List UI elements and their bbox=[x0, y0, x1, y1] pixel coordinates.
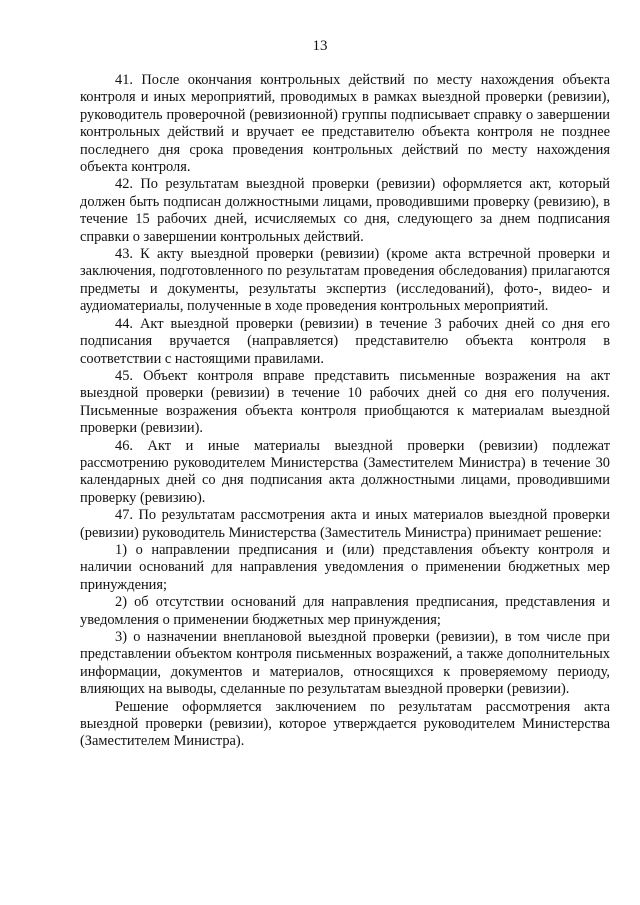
page-number: 13 bbox=[312, 38, 328, 54]
paragraph-decision-conclusion: Решение оформляется заключением по результатам рассмотрения акта выездной проверки (ревизии), которое утверждается руководителем Министерства (Заместителем Министра). bbox=[80, 698, 610, 750]
paragraph-46: 46. Акт и иные материалы выездной проверки (ревизии) подлежат рассмотрению руководителем Министерства (Заместителем Министра) в течение 30 календарных дней со дня подписания акта должностными лицами, проводившими проверку (ревизию). bbox=[80, 437, 610, 506]
paragraph-41: 41. После окончания контрольных действий по месту нахождения объекта контроля и иных мероприятий, проводимых в рамках выездной проверки (ревизии), руководитель проверочной (ревизионной) группы подписывает справку о завершении контрольных действий и вручает ее представителю объекта контроля не позднее последнего дня срока проведения контрольных действий по месту нахождения объекта контроля. bbox=[80, 72, 610, 176]
paragraph-42: 42. По результатам выездной проверки (ревизии) оформляется акт, который должен быть подписан должностными лицами, проводившими проверку (ревизию), в течение 15 рабочих дней, исчисляемых со дня, следующего за днем подписания справки о завершении контрольных действий. bbox=[80, 176, 610, 245]
document-body bbox=[80, 72, 610, 751]
paragraph-45: 45. Объект контроля вправе представить письменные возражения на акт выездной проверки (ревизии) в течение 10 рабочих дней со дня его получения. Письменные возражения объекта контроля приобщаются к материалам выездной проверки (ревизии). bbox=[80, 367, 610, 437]
paragraph-44: 44. Акт выездной проверки (ревизии) в течение 3 рабочих дней со дня его подписания вручается (направляется) представителю объекта контроля в соответствии с настоящими правилами. bbox=[80, 315, 610, 367]
decision-item-1: 1) о направлении предписания и (или) представления объекту контроля и наличии оснований для направления уведомления о применении бюджетных мер принуждения; bbox=[80, 541, 610, 593]
decision-item-2: 2) об отсутствии оснований для направления предписания, представления и уведомления о применении бюджетных мер принуждения; bbox=[80, 594, 610, 628]
decision-item-3: 3) о назначении внеплановой выездной проверки (ревизии), в том числе при представлении объектом контроля письменных возражений, а также дополнительных информации, документов и материалов, относящихся к проверяемому периоду, влияющих на выводы, сделанные по результатам выездной проверки (ревизии). bbox=[80, 629, 610, 698]
paragraph-43: 43. К акту выездной проверки (ревизии) (кроме акта встречной проверки и заключения, подготовленного по результатам проведения обследования) прилагаются предметы и документы, результаты экспертиз (исследований), фото-, видео- и аудиоматериалы, полученные в ходе проведения контрольных мероприятий. bbox=[80, 246, 610, 315]
paragraph-47: 47. По результатам рассмотрения акта и иных материалов выездной проверки (ревизии) руководитель Министерства (Заместитель Министра) принимает решение: bbox=[80, 507, 610, 541]
